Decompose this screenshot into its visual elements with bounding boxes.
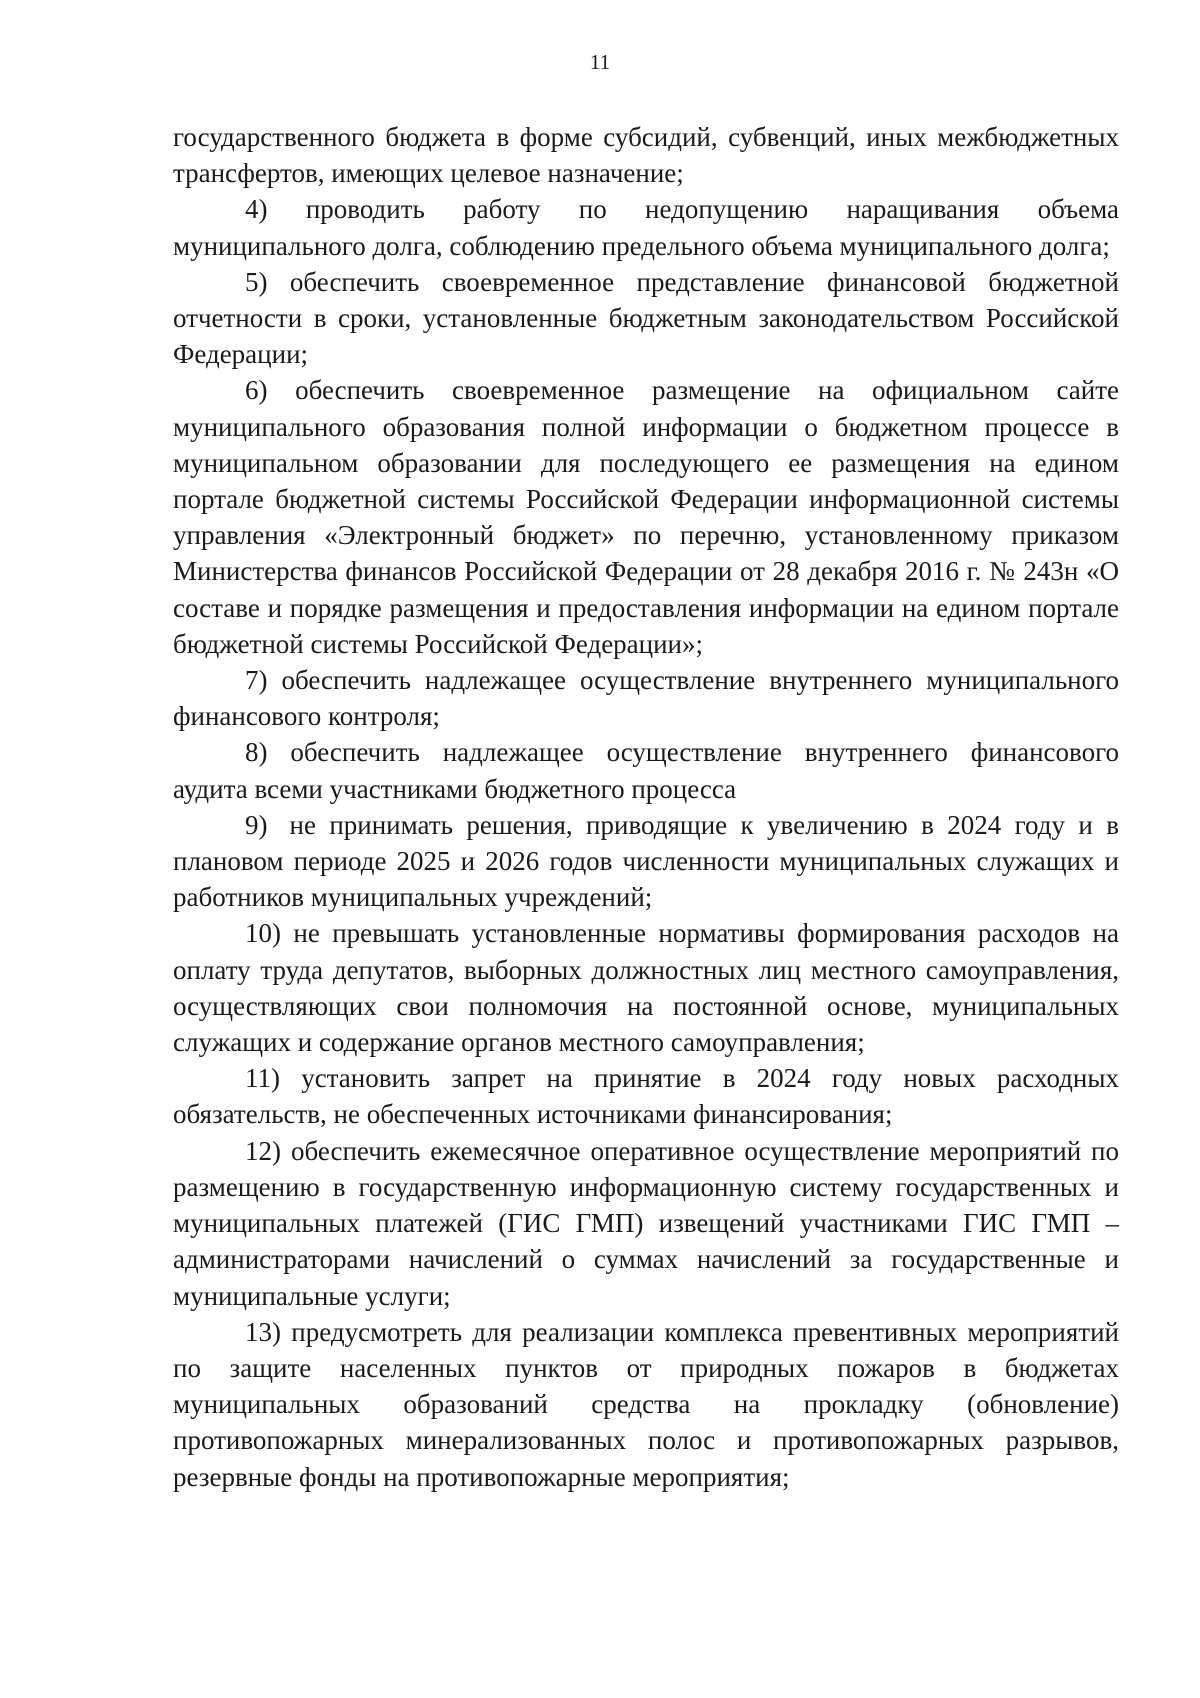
list-item-8 [173,734,1119,806]
list-item-4 [173,191,1119,263]
item-text: предусмотреть для реализации комплекса превентивных мероприятий по защите населенных пунктов от природных пожаров в бюджетах муниципальных образований средства на прокладку (обновление) противопожарных минерализованных полос и противопожарных разрывов, резервные фонды на противопожарные мероприятия; [173,1316,1120,1492]
item-text: установить запрет на принятие в 2024 году новых расходных обязательств, не обеспеченных источниками финансирования; [173,1063,1119,1130]
item-text: обеспечить надлежащее осуществление внутреннего муниципального финансового контроля; [173,665,1119,732]
list-item-6 [173,372,1119,662]
item-text: обеспечить ежемесячное оперативное осуществление мероприятий по размещению в государственную информационную систему государственных и муниципальных платежей (ГИС ГМП) извещений участниками ГИС ГМП – администраторами начислений о суммах начислений за государственные и муниципальные услуги; [173,1135,1120,1311]
item-number: 13) [245,1316,281,1347]
paragraph-text: государственного бюджета в форме субсидий, субвенций, иных межбюджетных трансфертов, имеющих целевое назначение; [173,122,1119,189]
item-number: 11) [245,1063,280,1094]
item-number: 5) [245,266,268,297]
item-number: 4) [245,194,268,225]
list-item-9 [173,807,1119,916]
item-text: обеспечить своевременное размещение на официальном сайте муниципального образования полной информации о бюджетном процессе в муниципальном образовании для последующего ее размещения на едином портале бюджетной системы Российской Федерации информационной системы управления «Электронный бюджет» по перечню, установленному приказом Министерства финансов Российской Федерации от 28 декабря 2016 г. № 243н «О составе и порядке размещения и предоставления информации на едином портале бюджетной системы Российской Федерации»; [173,375,1119,659]
item-number: 9) [245,809,268,840]
paragraph-continuation [173,119,1119,191]
list-item-7 [173,662,1119,734]
page-number: 11 [589,50,611,74]
item-number: 12) [245,1135,281,1166]
list-item-13 [173,1314,1119,1495]
item-text: обеспечить надлежащее осуществление внутреннего финансового аудита всеми участниками бюджетного процесса [173,737,1119,804]
item-number: 6) [245,375,268,406]
item-text: не принимать решения, приводящие к увеличению в 2024 году и в плановом периоде 2025 и 2026 годов численности муниципальных служащих и работников муниципальных учреждений; [173,809,1119,913]
list-item-10 [173,915,1119,1060]
item-number: 10) [245,918,281,949]
list-item-5 [173,264,1119,373]
item-number: 7) [245,665,268,696]
item-text: не превышать установленные нормативы формирования расходов на оплату труда депутатов, выборных должностных лиц местного самоуправления, осуществляющих свои полномочия на постоянной основе, муниципальных служащих и содержание органов местного самоуправления; [173,918,1119,1058]
item-text: проводить работу по недопущению наращивания объема муниципального долга, соблюдению предельного объема муниципального долга; [173,194,1119,261]
item-number: 8) [245,737,268,768]
list-item-11 [173,1060,1119,1132]
list-item-12 [173,1133,1119,1314]
item-text: обеспечить своевременное представление финансовой бюджетной отчетности в сроки, установленные бюджетным законодательством Российской Федерации; [173,266,1120,370]
document-body [173,119,1119,1495]
